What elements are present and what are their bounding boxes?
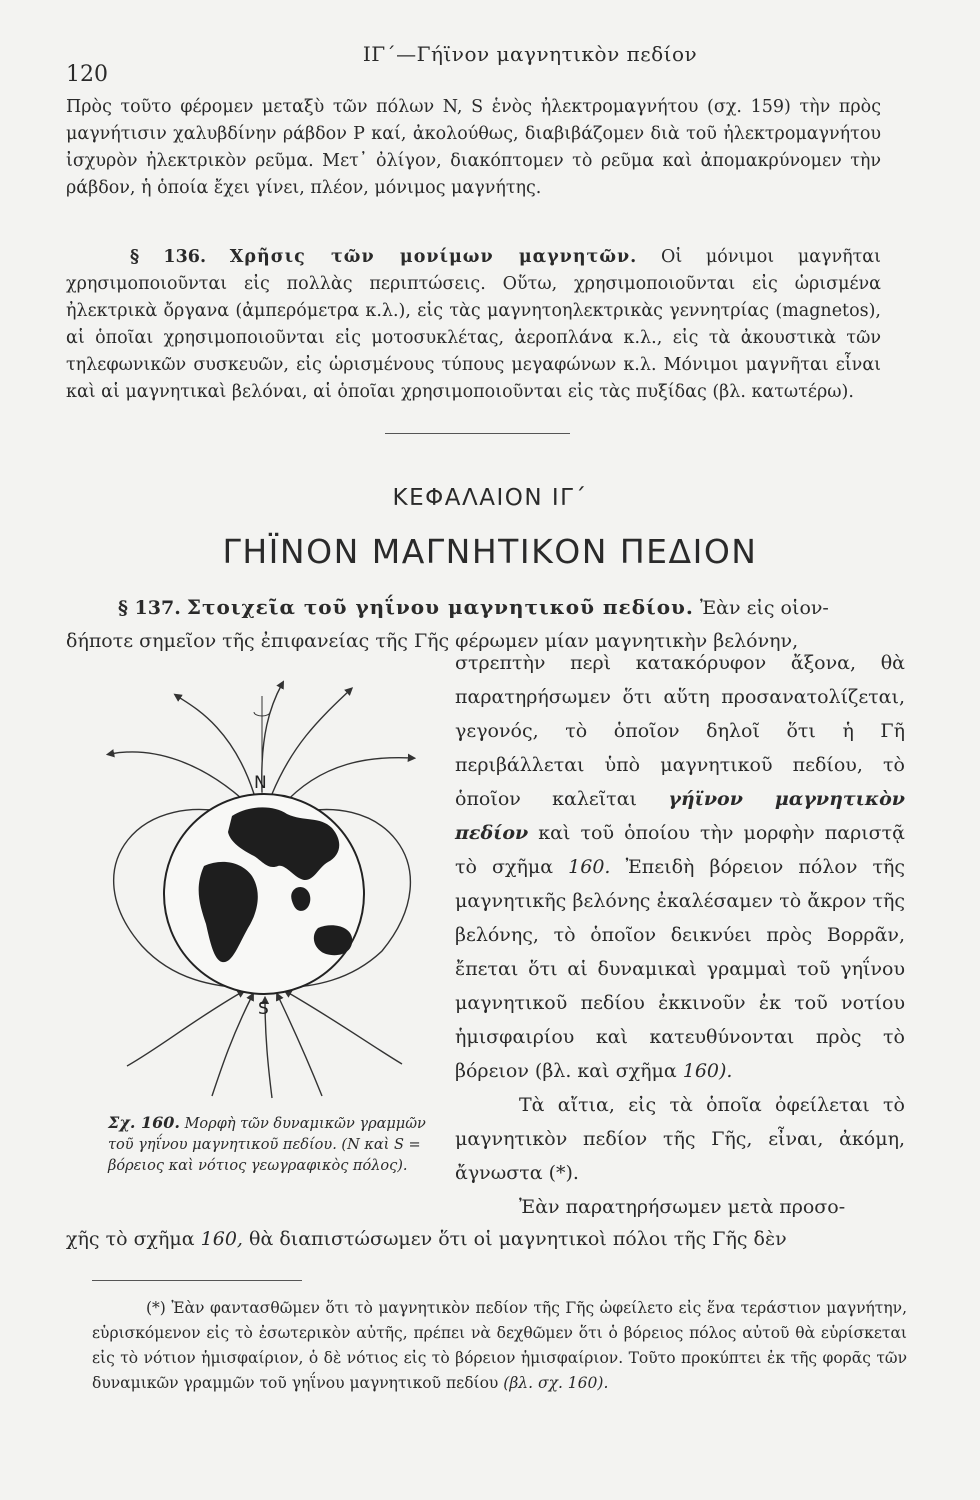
section-137-title: Στοιχεῖα τοῦ γηΐνου μαγνητικοῦ πεδίου. <box>186 595 694 619</box>
figure-reference: 160, <box>200 1228 243 1250</box>
field-line <box>127 992 242 1066</box>
section-137-last-line <box>66 1222 906 1256</box>
figure-caption <box>108 1112 428 1177</box>
last-line-end: θὰ διαπιστώσωμεν ὅτι οἱ μαγνητικοὶ πόλοι τῆς Γῆς δὲν <box>249 1228 787 1250</box>
running-head: ΙΓ΄—Γήϊνον μαγνητικὸν πεδίον <box>362 42 698 66</box>
figure-reference: 160). <box>682 1060 733 1082</box>
south-pole-label: S <box>258 999 269 1019</box>
section-137-paragraph-1 <box>455 646 905 1088</box>
section-137-number: § 137. <box>118 597 181 619</box>
section-137-col-b: καὶ τοῦ ὁποίου τὴν μορφὴν παριστᾷ τὸ σχῆμα <box>455 822 905 878</box>
page-number: 120 <box>66 62 108 87</box>
section-137-col-a: στρεπτὴν περὶ κατακόρυφον ἄξονα, θὰ παρατηρήσωμεν ὅτι αὕτη προσανατολίζεται, γεγονός, τὸ ὁποῖον δηλοῖ ὅτι ἡ Γῆ περιβάλλεται ὑπὸ μαγνητικοῦ πεδίου, τὸ ὁποῖον καλεῖται <box>455 652 905 810</box>
figure-caption-text: Μορφὴ τῶν δυναμικῶν γραμμῶν τοῦ γηΐνου μαγνητικοῦ πεδίου. (N καὶ S = βόρειος καὶ νότιος γεωγραφικὸς πόλος). <box>108 1116 426 1174</box>
earth-field-diagram <box>82 666 442 1106</box>
field-line <box>278 996 322 1096</box>
section-136-title: Χρῆσις τῶν μονίμων μαγνητῶν. <box>229 247 638 267</box>
intro-paragraph <box>66 94 881 202</box>
footnote-figure-reference: (βλ. σχ. 160). <box>503 1374 609 1392</box>
section-136-text: Οἱ μόνιμοι μαγνῆται χρησιμοποιοῦνται εἰς πολλὰς περιπτώσεις. Οὕτω, χρησιμοποιοῦνται εἰς ὡρισμένα ἠλεκτρικὰ ὄργανα (ἀμπερόμετρα κ.λ.), εἰς τὰς μαγνητοηλεκτρικὰς γεννητρίας (magnetos), αἱ ὁποῖαι χρησιμοποιοῦνται εἰς μοτοσυκλέτας, ἀεροπλάνα κ.λ., εἰς τὰ ἀκουστικὰ τῶν τηλεφωνικῶν συσκευῶν, εἰς ὡρισμένους τύπους μεγαφώνων κ.λ. Μόνιμοι μαγνῆται εἶναι καὶ αἱ μαγνητικαὶ βελόναι, αἱ ὁποῖαι χρησιμοποιοῦνται εἰς τὰς πυξίδας (βλ. κατωτέρω). <box>66 247 881 402</box>
section-137-paragraph-2: Τὰ αἴτια, εἰς τὰ ὁποῖα ὀφείλεται τὸ μαγνητικὸν πεδίον τῆς Γῆς, εἶναι, ἀκόμη, ἄγνωστα (*). <box>455 1094 905 1184</box>
section-137-head-rest: Ἐὰν εἰς οἱον- <box>699 597 829 619</box>
section-137-right-column <box>455 646 905 1224</box>
section-137-heading <box>118 590 918 625</box>
footnote <box>92 1296 907 1396</box>
section-137-paragraph-3: Ἐὰν παρατηρήσωμεν μετὰ προσο- <box>519 1196 846 1218</box>
north-pole-label: N <box>254 773 267 793</box>
section-137-term: γήϊνον μαγνητικὸν πεδίον <box>455 788 905 844</box>
field-line <box>272 690 350 794</box>
chapter-title: ΓΗΪΝΟΝ ΜΑΓΝΗΤΙΚΟΝ ΠΕΔΙΟΝ <box>222 532 758 571</box>
section-136 <box>66 244 881 406</box>
figure-reference: 160. <box>568 856 611 878</box>
section-divider <box>385 433 570 434</box>
section-137-line-2: δήποτε σημεῖον τῆς ἐπιφανείας τῆς Γῆς φέρωμεν μίαν μαγνητικὴν βελόνην, <box>66 630 799 652</box>
footnote-text: (*) Ἐὰν φαντασθῶμεν ὅτι τὸ μαγνητικὸν πεδίον τῆς Γῆς ὠφείλετο εἰς ἕνα τεράστιον μαγνήτην, εὑρισκόμενον εἰς τὸ ἐσωτερικὸν αὐτῆς, πρέπει νὰ δεχθῶμεν ὅτι ὁ βόρειος πόλος αὐτοῦ θὰ εὑρίσκεται εἰς τὸ νότιον ἡμισφαίριον, ὁ δὲ νότιος εἰς τὸ βόρειον ἡμισφαίριον. Τοῦτο προκύπτει ἐκ τῆς φορᾶς τῶν δυναμικῶν γραμμῶν τοῦ γηΐνου μαγνητικοῦ πεδίου <box>92 1299 907 1392</box>
field-line <box>282 758 412 806</box>
intro-text: Πρὸς τοῦτο φέρομεν μεταξὺ τῶν πόλων N, S ἑνὸς ἠλεκτρομαγνήτου (σχ. 159) τὴν πρὸς μαγνήτισιν χαλυβδίνην ράβδον P καί, ἀκολούθως, διαβιβάζομεν διὰ τοῦ ἠλεκτρομαγνήτου ἰσχυρὸν ἠλεκτρικὸν ρεῦμα. Μετ᾽ ὀλίγον, διακόπτομεν τὸ ρεῦμα καὶ ἀπομακρύνομεν τὴν ράβδον, ἡ ὁποία ἔχει γίνει, πλέον, μόνιμος μαγνήτης. <box>66 97 881 198</box>
figure-earth-magnetic-field <box>82 666 442 1106</box>
last-line-start: χῆς τὸ σχῆμα <box>66 1228 195 1250</box>
section-136-number: § 136. <box>130 247 207 267</box>
chapter-label: ΚΕΦΑΛΑΙΟΝ ΙΓ΄ <box>392 485 588 511</box>
field-line <box>110 752 250 806</box>
figure-caption-number: Σχ. 160. <box>108 1113 180 1132</box>
field-line <box>212 996 252 1096</box>
footnote-paragraph <box>92 1296 907 1396</box>
footnote-divider <box>92 1280 302 1281</box>
section-136-paragraph <box>66 244 881 406</box>
section-137-col-c: Ἐπειδὴ βόρειον πόλον τῆς μαγνητικῆς βελόνης ἐκαλέσαμεν τὸ ἄκρον τῆς βελόνης, τὸ ὁποῖον δεικνύει πρὸς Βορρᾶν, ἔπεται ὅτι αἱ δυναμικαὶ γραμμαὶ τοῦ γηΐνου μαγνητικοῦ πεδίου ἐκκινοῦν ἐκ τοῦ νοτίου ἡμισφαιρίου καὶ κατευθύνονται πρὸς τὸ βόρειον (βλ. καὶ σχῆμα <box>455 856 905 1082</box>
